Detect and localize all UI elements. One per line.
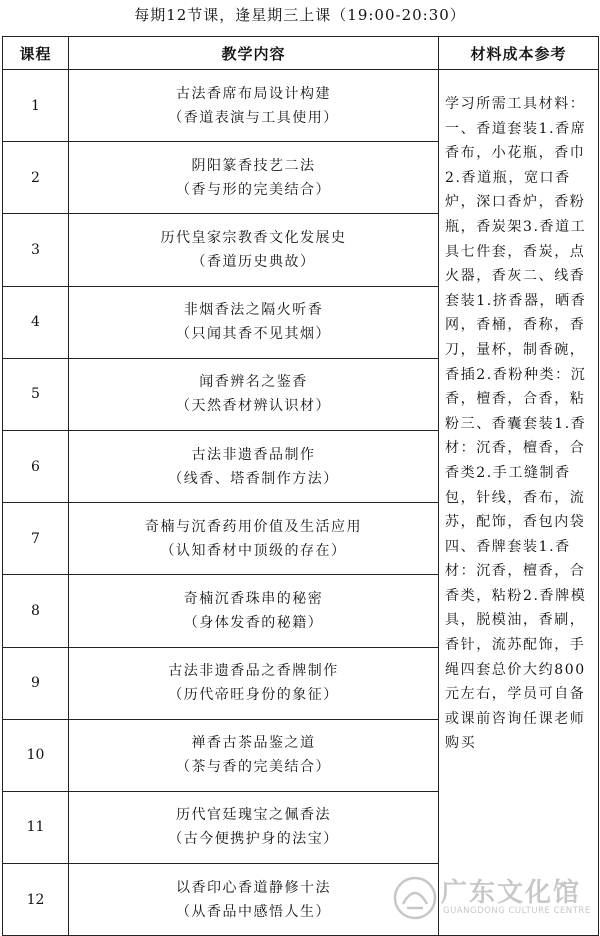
course-row [3, 70, 599, 142]
course-subtitle: （认知香材中顶级的存在） [160, 542, 347, 559]
course-title: 历代皇家宗教香文化发展史 [160, 229, 347, 246]
table-header-row [3, 37, 599, 70]
materials-cost-text: 学习所需工具材料：一、香道套装1.香席香布，小花瓶，香巾2.香道瓶，宽口香炉，深口香炉，香粉瓶，香炭架3.香道工具七件套，香炭，点火器，香灰二、线香套装1.挤香器，晒香网，香桶，香称，香刀，量杯，制香碗，香插2.香粉种类：沉香，檀香，合香，粘粉三、香囊套装1.香材：沉香，檀香，合香类2.手工缝制香包，针线，香布，流苏，配饰，香包内袋四、香牌套装1.香材：沉香，檀香，合香类，粘粉2.香牌模具，脱模油，香刷，香针，流苏配饰，手绳四套总价大约800元左右，学员可自备或课前咨询任课老师购买 [439, 70, 599, 936]
course-number: 2 [3, 142, 69, 214]
course-subtitle: （只闻其香不见其烟） [176, 326, 331, 343]
watermark-en: GUANGDONG CULTURE CENTRE [443, 906, 591, 916]
course-subtitle: （身体发香的秘籍） [183, 614, 324, 631]
course-subtitle: （香道表演与工具使用） [168, 109, 339, 126]
course-title: 闻香辨名之鉴香 [199, 374, 308, 391]
course-content [69, 430, 439, 502]
course-content [69, 647, 439, 719]
header-materials: 材料成本参考 [439, 37, 599, 70]
course-subtitle: （古今便携护身的法宝） [168, 831, 339, 848]
course-title: 以香印心香道静修十法 [176, 879, 331, 896]
course-content [69, 791, 439, 863]
course-title: 奇楠沉香珠串的秘密 [183, 590, 324, 607]
course-number: 11 [3, 791, 69, 863]
course-title: 古法非遗香品制作 [191, 446, 316, 463]
course-content [69, 142, 439, 214]
course-title: 阴阳篆香技艺二法 [191, 157, 316, 174]
course-title: 古法香席布局设计构建 [176, 85, 331, 102]
schedule-caption: 每期12节课，逢星期三上课（19:00-20:30） [134, 6, 466, 24]
course-subtitle: （香道历史典故） [191, 253, 316, 270]
course-number: 6 [3, 430, 69, 502]
course-title: 古法非遗香品之香牌制作 [168, 663, 339, 680]
course-number: 4 [3, 286, 69, 358]
logo-icon [391, 874, 439, 922]
course-title: 禅香古茶品鉴之道 [191, 735, 316, 752]
course-content [69, 864, 439, 936]
course-content [69, 503, 439, 575]
course-number: 9 [3, 647, 69, 719]
course-number: 7 [3, 503, 69, 575]
watermark-logo [389, 870, 594, 926]
header-content: 教学内容 [69, 37, 439, 70]
course-number: 8 [3, 575, 69, 647]
course-subtitle: （茶与香的完美结合） [176, 759, 331, 776]
course-content [69, 70, 439, 142]
course-content [69, 358, 439, 430]
watermark-cn: 广东文化馆 [441, 878, 582, 908]
header-course: 课程 [3, 37, 69, 70]
course-subtitle: （历代帝旺身份的象征） [168, 687, 339, 704]
course-title: 非烟香法之隔火听香 [183, 302, 324, 319]
course-title: 奇楠与沉香药用价值及生活应用 [145, 518, 362, 535]
course-number: 5 [3, 358, 69, 430]
course-content [69, 575, 439, 647]
course-number: 10 [3, 719, 69, 791]
course-title: 历代官廷瑰宝之佩香法 [176, 807, 331, 824]
course-number: 3 [3, 214, 69, 286]
course-number: 1 [3, 70, 69, 142]
course-subtitle: （从香品中感悟人生） [176, 903, 331, 920]
course-subtitle: （线香、塔香制作方法） [168, 470, 339, 487]
course-table [2, 36, 599, 936]
course-subtitle: （天然香材辨认识材） [176, 398, 331, 415]
course-content [69, 214, 439, 286]
course-subtitle: （香与形的完美结合） [176, 181, 331, 198]
course-content [69, 719, 439, 791]
course-number: 12 [3, 864, 69, 936]
course-content [69, 286, 439, 358]
